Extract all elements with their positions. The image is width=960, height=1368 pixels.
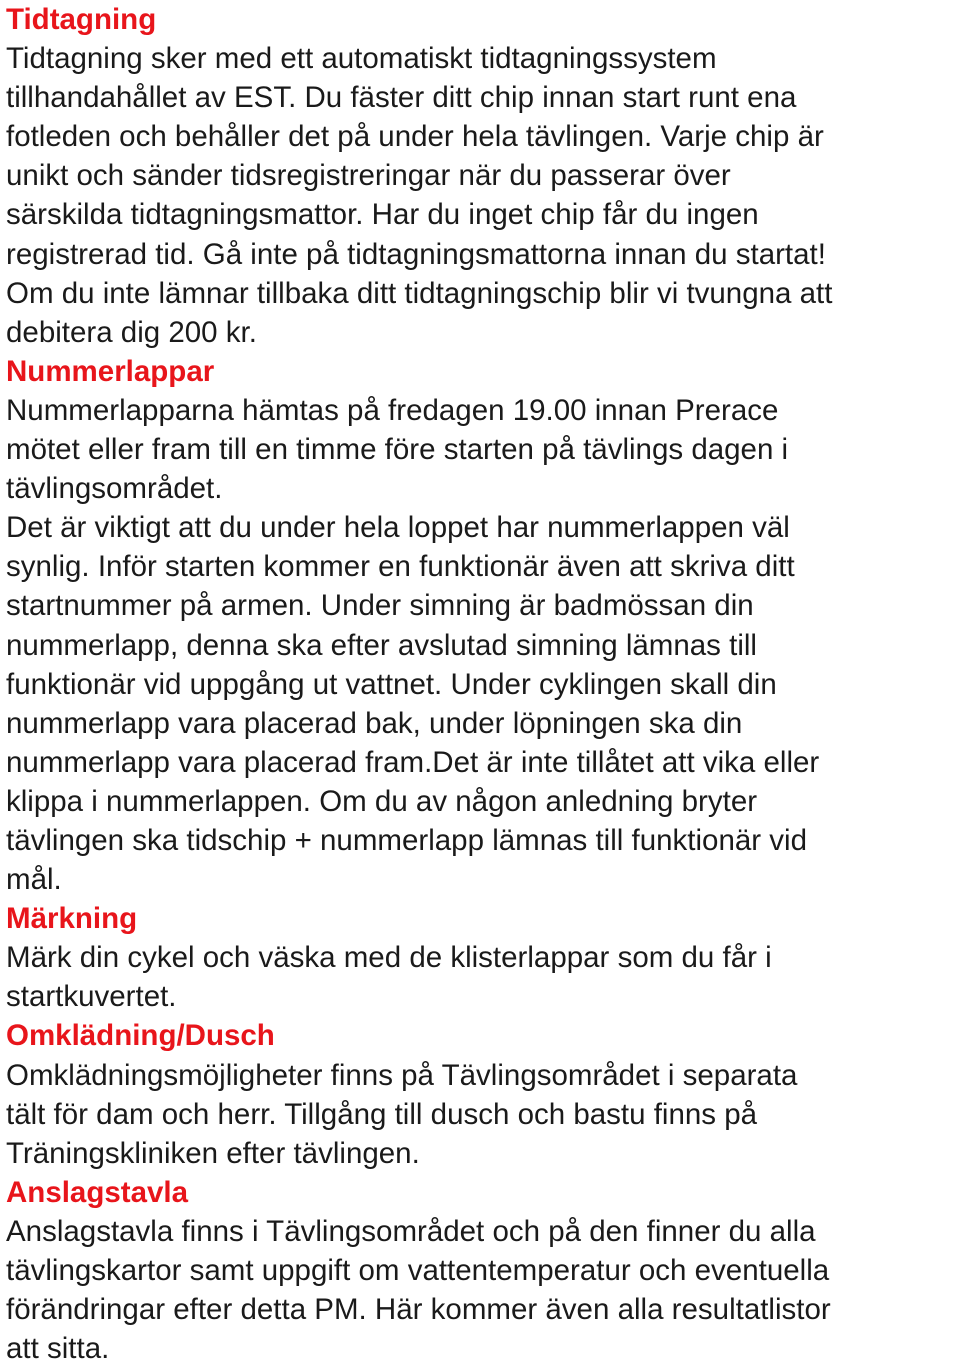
body-line: tävlingen ska tidschip + nummerlapp lämnas till funktionär vid [6, 823, 807, 857]
body-line: funktionär vid uppgång ut vattnet. Under cyklingen skall din [6, 667, 777, 701]
section-nummerlappar [6, 352, 960, 899]
body-line: att sitta. [6, 1332, 110, 1366]
body-line: tävlingskartor samt uppgift om vattentemperatur och eventuella [6, 1254, 830, 1287]
body-line: Tidtagning sker med ett automatiskt tidtagningssystem [6, 42, 717, 76]
body-line: nummerlapp, denna ska efter avslutad simning lämnas till [6, 628, 757, 662]
section-heading: Märkning [6, 902, 138, 936]
section-tidtagning [6, 0, 960, 352]
body-line: Om du inte lämnar tillbaka ditt tidtagningschip blir vi tvungna att [6, 276, 833, 310]
body-line: unikt och sänder tidsregistreringar när du passerar över [6, 159, 731, 193]
body-line: debitera dig 200 kr. [6, 315, 257, 349]
body-line: Märk din cykel och väska med de klisterlappar som du får i [6, 941, 772, 975]
section-heading: Anslagstavla [6, 1175, 188, 1209]
body-line: klippa i nummerlappen. Om du av någon anledning bryter [6, 784, 758, 818]
body-line: tävlingsområdet. [6, 472, 223, 506]
body-line: synlig. Inför starten kommer en funktionär även att skriva ditt [6, 550, 795, 584]
body-line: Omklädningsmöjligheter finns på Tävlingsområdet i separata [6, 1058, 798, 1092]
body-line: Det är viktigt att du under hela loppet har nummerlappen väl [6, 511, 790, 545]
section-omkladning-dusch [6, 1016, 960, 1172]
body-line: nummerlapp vara placerad bak, under löpningen ska din [6, 706, 743, 740]
body-line: nummerlapp vara placerad fram.Det är inte tillåtet att vika eller [6, 745, 820, 779]
section-markning [6, 899, 960, 1016]
body-line: tält för dam och herr. Tillgång till dusch och bastu finns på [6, 1097, 758, 1131]
body-line: registrerad tid. Gå inte på tidtagningsmattorna innan du startat! [6, 237, 826, 271]
body-line: startnummer på armen. Under simning är badmössan din [6, 589, 754, 623]
section-heading: Nummerlappar [6, 354, 215, 388]
body-line: Träningskliniken efter tävlingen. [6, 1136, 420, 1170]
body-line: Anslagstavla finns i Tävlingsområdet och på den finner du alla [6, 1214, 816, 1248]
body-line: mötet eller fram till en timme före starten på tävlings dagen i [6, 433, 789, 467]
body-line: förändringar efter detta PM. Här kommer även alla resultatlistor [6, 1293, 831, 1327]
section-heading: Tidtagning [6, 3, 157, 36]
body-line: särskilda tidtagningsmattor. Har du inget chip får du ingen [6, 198, 759, 232]
body-line: mål. [6, 863, 62, 897]
body-line: fotleden och behåller det på under hela tävlingen. Varje chip är [6, 120, 824, 154]
body-line: Nummerlapparna hämtas på fredagen 19.00 innan Prerace [6, 393, 779, 427]
body-line: tillhandahållet av EST. Du fäster ditt chip innan start runt ena [6, 81, 797, 115]
section-heading: Omklädning/Dusch [6, 1019, 275, 1053]
body-line: startkuvertet. [6, 980, 177, 1014]
section-anslagstavla [6, 1173, 960, 1368]
